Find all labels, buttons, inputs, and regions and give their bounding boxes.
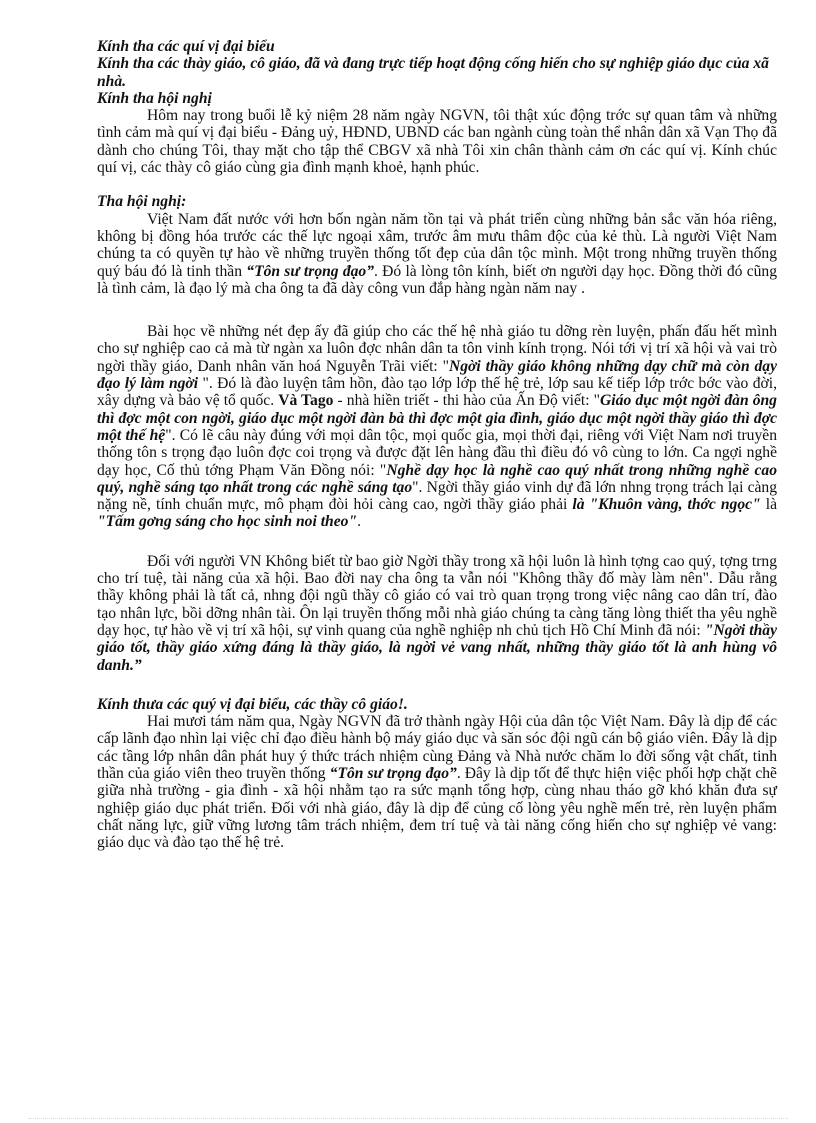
text-segment: .	[357, 513, 361, 531]
name-tago: Và Tago	[278, 392, 334, 410]
text-segment: ". Ngời thầy giáo vinh dự đã lớn nhng trọng trách lại càng nặng nề, tính chuẩn mực, mô phạm đòi hỏi càng cao, ngời thầy giáo phải	[97, 478, 778, 514]
text-segment: Đối với người VN Không biết từ bao giờ Ngời thầy trong xã hội luôn là hình tợng cao quý, tợng trng cho trí tuệ, tài năng của xã hội. Bao đời nay cha ông ta vẫn nói "Không thầy đố mày làm nên". Dẫu rằng thầy không phải là tất cả, nhng đội ngũ thầy cô giáo có vai trò quan trọng trong việc nâng cao dân trí, đào tạo nhân lực, bồi dỡng nhân tài. Ôn lại truyền thống mỗi nhà giáo chúng ta càng tăng lòng thiết tha yêu nghề dạy học, tự hào về vị trí xã hội, sự vinh quang của nghề nghiệp nh chủ tịch Hồ Chí Minh đã nói:	[97, 552, 777, 639]
quote-tam-guong: "Tấm gơng sáng cho học sinh noi theo"	[97, 513, 358, 531]
quote-ton-su-trong-dao-2: “Tôn sư trọng đạo”	[329, 764, 457, 782]
paragraph-teacher-role	[97, 553, 777, 674]
heading-delegates-teachers: Kính thưa các quý vị đại biểu, các thầy cô giáo!.	[97, 695, 408, 713]
heading-conference: Tha hội nghị:	[97, 193, 187, 211]
text-segment: . Đây là dịp tốt để thực hiện việc phối hợp chặt chẽ giữa nhà trường - gia đình - xã hội nhằm tạo ra sức mạnh tổng hợp, cùng nhau tháo gỡ khó khăn đưa sự nghiệp giáo dục phát triển. Đối với nhà giáo, đây là dịp để củng cố lòng yêu nghề mến trẻ, rèn luyện phẩm chất năng lực, giữ vững lương tâm trách nhiệm, đem trí tuệ và tài năng cống hiến cho sự nghiệp vẻ vang: giáo dục và đào tạo thế hệ trẻ.	[97, 764, 777, 852]
paragraph-anniversary	[97, 713, 777, 851]
text-segment: ". Đó là đào luyện tâm hồn, đào tạo lớp lớp thế hệ trẻ, lớp sau kế tiếp lớp trớc bớc vào đời, xây dựng và bảo vệ tổ quốc.	[97, 375, 777, 410]
quote-nguyen-trai: Ngời thầy giáo không những dạy chữ mà còn dạy đạo lý làm ngời	[97, 357, 777, 393]
paragraph-opening: Hôm nay trong buổi lễ kỷ niệm 28 năm ngày NGVN, tôi thật xúc động trớc sự quan tâm và những tình cảm mà quí vị đại biểu - Đảng uỷ, HĐND, UBND các ban ngành cùng toàn thể nhân dân xã Vạn Thọ đã dành cho chúng Tôi, thay mặt cho tập thể CBGV xã nhà Tôi xin chân thành cảm ơn các quí vị. Kính chúc quí vị, các thày cô giáo cùng gia đình mạnh khoẻ, hạnh phúc.	[97, 107, 777, 177]
text-segment: Bài học về những nét đẹp ấy đã giúp cho các thế hệ nhà giáo tu dỡng rèn luyện, phấn đấu hết mình cho sự nghiệp cao cả mà từ ngàn xa luôn đợc nhân dân ta tôn vinh kính trọng. Nói tới vị trí xã hội và vai trò ngời thầy giáo, Danh nhân văn hoá Nguyễn Trãi viết: "	[97, 323, 777, 375]
letter-document	[97, 38, 777, 851]
page-bottom-rule	[28, 1118, 788, 1119]
quote-pham-van-dong: Nghề dạy học là nghề cao quý nhất trong những nghề cao quý, nghề sáng tạo nhất trong các nghề sáng tạo	[97, 461, 777, 496]
text-segment: - nhà hiền triết - thi hào của Ấn Độ viết: "	[333, 392, 601, 410]
quote-khuon-vang: là "Khuôn vàng, thớc ngọc"	[572, 496, 761, 514]
greeting-teachers: Kính tha các thày giáo, cô giáo, đã và đang trực tiếp hoạt động cống hiến cho sự nghiệp giáo dục của xã nhà.	[97, 55, 769, 90]
text-segment: là	[760, 496, 777, 514]
paragraph-tradition	[97, 211, 777, 297]
text-segment: Hai mươi tám năm qua, Ngày NGVN đã trở thành ngày Hội của dân tộc Việt Nam. Đây là dịp để các cấp lãnh đạo nhìn lại việc chỉ đạo điều hành bộ máy giáo dục và săn sóc đội ngũ cán bộ giáo viên. Đây là dịp các tầng lớp nhân dân phát huy ý thức trách nhiệm cùng Đảng và Nhà nước chăm lo đời sống vật chất, tinh thần của giáo viên theo truyền thống	[97, 713, 777, 782]
text-segment: . Đó là lòng tôn kính, biết ơn người dạy học. Đồng thời đó cũng là tình cảm, là đạo lý mà cha ông ta đã dày công vun đắp hàng ngàn năm nay .	[97, 262, 778, 297]
paragraph-lesson	[97, 323, 777, 531]
quote-ton-su-trong-dao: “Tôn sư trọng đạo”	[246, 262, 375, 280]
quote-ho-chi-minh: "Ngời thầy giáo tốt, thầy giáo xứng đáng là thầy giáo, là ngời vẻ vang nhất, những thầy giáo tốt là anh hùng vô danh.”	[97, 621, 777, 674]
greeting-delegates: Kính tha các quí vị đại biểu	[97, 38, 275, 55]
text-segment: Việt Nam đất nước với hơn bốn ngàn năm tồn tại và phát triển cùng những bản sắc văn hóa riêng, không bị đồng hóa trước các thế lực ngoại xâm, trước âm mưu thâm độc của kẻ thù. Là người Việt Nam chúng ta có quyền tự hào về những truyền thống tốt đẹp của dân tộc mình. Một trong những truyền thống quý báu đó là tinh thần	[97, 210, 777, 280]
text-segment: ". Có lẽ câu này đúng với mọi dân tộc, mọi quốc gia, mọi thời đại, riêng với Việt Nam nơi truyền thống tôn s trọng đạo luôn đợc coi trọng và được đặt lên hàng đầu thì điều đó vô cùng to lớn. Ca ngợi nghề dạy học, Cố thủ tớng Phạm Văn Đồng nói: "	[97, 426, 777, 479]
quote-tago: Giáo dục một ngời đàn ông thì đợc một con ngời, giáo dục một ngời đàn bà thì đợc một gia đình, giáo dục một ngời thầy giáo thì đợc một thế hệ	[97, 392, 777, 444]
greeting-conference: Kính tha hội nghị	[97, 89, 212, 107]
